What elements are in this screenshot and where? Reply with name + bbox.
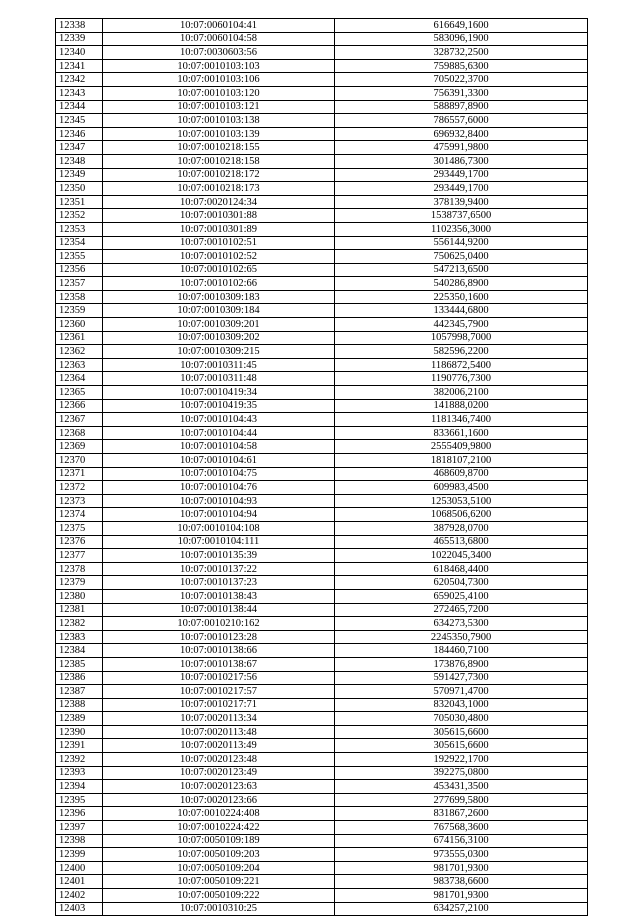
- row-number-cell: 12395: [56, 793, 103, 807]
- table-row: [56, 100, 588, 114]
- row-number-cell: 12400: [56, 861, 103, 875]
- table-row: [56, 739, 588, 753]
- cadastral-number-cell: 10:07:0010102:66: [103, 277, 335, 291]
- value-cell: 184460,7100: [335, 644, 588, 658]
- table-row: [56, 671, 588, 685]
- value-cell: 981701,9300: [335, 889, 588, 903]
- table-row: [56, 209, 588, 223]
- table-row: [56, 644, 588, 658]
- row-number-cell: 12379: [56, 576, 103, 590]
- value-cell: 2555409,9800: [335, 440, 588, 454]
- row-number-cell: 12355: [56, 250, 103, 264]
- row-number-cell: 12377: [56, 549, 103, 563]
- row-number-cell: 12342: [56, 73, 103, 87]
- row-number-cell: 12368: [56, 426, 103, 440]
- value-cell: 1538737,6500: [335, 209, 588, 223]
- value-cell: 674156,3100: [335, 834, 588, 848]
- table-row: [56, 19, 588, 33]
- table-row: [56, 821, 588, 835]
- table-row: [56, 780, 588, 794]
- value-cell: 141888,0200: [335, 399, 588, 413]
- value-cell: 570971,4700: [335, 685, 588, 699]
- row-number-cell: 12367: [56, 413, 103, 427]
- table-row: [56, 290, 588, 304]
- row-number-cell: 12394: [56, 780, 103, 794]
- row-number-cell: 12343: [56, 86, 103, 100]
- value-cell: 277699,5800: [335, 793, 588, 807]
- row-number-cell: 12345: [56, 114, 103, 128]
- value-cell: 705030,4800: [335, 712, 588, 726]
- table-row: [56, 712, 588, 726]
- row-number-cell: 12402: [56, 889, 103, 903]
- cadastral-number-cell: 10:07:0010138:67: [103, 657, 335, 671]
- table-row: [56, 657, 588, 671]
- row-number-cell: 12389: [56, 712, 103, 726]
- table-row: [56, 345, 588, 359]
- table-row: [56, 617, 588, 631]
- table-row: [56, 331, 588, 345]
- table-row: [56, 834, 588, 848]
- table-row: [56, 426, 588, 440]
- table-row: [56, 875, 588, 889]
- row-number-cell: 12386: [56, 671, 103, 685]
- row-number-cell: 12369: [56, 440, 103, 454]
- table-row: [56, 386, 588, 400]
- table-row: [56, 358, 588, 372]
- table-row: [56, 182, 588, 196]
- cadastral-number-cell: 10:07:0010311:45: [103, 358, 335, 372]
- row-number-cell: 12338: [56, 19, 103, 33]
- cadastral-number-cell: 10:07:0010311:48: [103, 372, 335, 386]
- table-row: [56, 603, 588, 617]
- value-cell: 786557,6000: [335, 114, 588, 128]
- cadastral-number-cell: 10:07:0010217:57: [103, 685, 335, 699]
- row-number-cell: 12399: [56, 848, 103, 862]
- row-number-cell: 12401: [56, 875, 103, 889]
- value-cell: 475991,9800: [335, 141, 588, 155]
- cadastral-number-cell: 10:07:0020123:49: [103, 766, 335, 780]
- cadastral-number-cell: 10:07:0050109:189: [103, 834, 335, 848]
- value-cell: 618468,4400: [335, 562, 588, 576]
- value-cell: 759885,6300: [335, 59, 588, 73]
- value-cell: 387928,0700: [335, 521, 588, 535]
- row-number-cell: 12361: [56, 331, 103, 345]
- row-number-cell: 12370: [56, 454, 103, 468]
- value-cell: 831867,2600: [335, 807, 588, 821]
- cadastral-number-cell: 10:07:0010104:58: [103, 440, 335, 454]
- cadastral-number-cell: 10:07:0060104:41: [103, 19, 335, 33]
- row-number-cell: 12341: [56, 59, 103, 73]
- cadastral-number-cell: 10:07:0010224:408: [103, 807, 335, 821]
- row-number-cell: 12360: [56, 318, 103, 332]
- cadastral-number-cell: 10:07:0020123:66: [103, 793, 335, 807]
- table-row: [56, 141, 588, 155]
- table-row: [56, 318, 588, 332]
- table-row: [56, 46, 588, 60]
- cadastral-number-cell: 10:07:0010309:184: [103, 304, 335, 318]
- value-cell: 293449,1700: [335, 182, 588, 196]
- cadastral-number-cell: 10:07:0010103:121: [103, 100, 335, 114]
- data-table: [55, 18, 588, 916]
- table-row: [56, 250, 588, 264]
- row-number-cell: 12375: [56, 521, 103, 535]
- value-cell: 1253053,5100: [335, 494, 588, 508]
- row-number-cell: 12385: [56, 657, 103, 671]
- cadastral-number-cell: 10:07:0010102:65: [103, 263, 335, 277]
- table-row: [56, 508, 588, 522]
- row-number-cell: 12353: [56, 222, 103, 236]
- table-row: [56, 127, 588, 141]
- row-number-cell: 12350: [56, 182, 103, 196]
- table-row: [56, 277, 588, 291]
- cadastral-number-cell: 10:07:0010104:93: [103, 494, 335, 508]
- table-row: [56, 685, 588, 699]
- table-row: [56, 494, 588, 508]
- value-cell: 833661,1600: [335, 426, 588, 440]
- value-cell: 272465,7200: [335, 603, 588, 617]
- table-row: [56, 861, 588, 875]
- cadastral-number-cell: 10:07:0010104:61: [103, 454, 335, 468]
- cadastral-number-cell: 10:07:0010104:111: [103, 535, 335, 549]
- value-cell: 556144,9200: [335, 236, 588, 250]
- cadastral-number-cell: 10:07:0050109:221: [103, 875, 335, 889]
- row-number-cell: 12358: [56, 290, 103, 304]
- cadastral-number-cell: 10:07:0010210:162: [103, 617, 335, 631]
- cadastral-number-cell: 10:07:0010102:52: [103, 250, 335, 264]
- cadastral-number-cell: 10:07:0010217:56: [103, 671, 335, 685]
- value-cell: 540286,8900: [335, 277, 588, 291]
- value-cell: 547213,6500: [335, 263, 588, 277]
- row-number-cell: 12344: [56, 100, 103, 114]
- table-row: [56, 399, 588, 413]
- value-cell: 1186872,5400: [335, 358, 588, 372]
- row-number-cell: 12374: [56, 508, 103, 522]
- value-cell: 442345,7900: [335, 318, 588, 332]
- cadastral-number-cell: 10:07:0010309:202: [103, 331, 335, 345]
- value-cell: 378139,9400: [335, 195, 588, 209]
- value-cell: 173876,8900: [335, 657, 588, 671]
- cadastral-number-cell: 10:07:0010138:44: [103, 603, 335, 617]
- cadastral-number-cell: 10:07:0050109:222: [103, 889, 335, 903]
- cadastral-number-cell: 10:07:0020113:49: [103, 739, 335, 753]
- value-cell: 453431,3500: [335, 780, 588, 794]
- row-number-cell: 12378: [56, 562, 103, 576]
- table-row: [56, 793, 588, 807]
- row-number-cell: 12364: [56, 372, 103, 386]
- cadastral-number-cell: 10:07:0010104:76: [103, 481, 335, 495]
- value-cell: 620504,7300: [335, 576, 588, 590]
- row-number-cell: 12384: [56, 644, 103, 658]
- table-row: [56, 454, 588, 468]
- value-cell: 192922,1700: [335, 753, 588, 767]
- value-cell: 1022045,3400: [335, 549, 588, 563]
- table-row: [56, 630, 588, 644]
- value-cell: 583096,1900: [335, 32, 588, 46]
- table-row: [56, 848, 588, 862]
- value-cell: 305615,6600: [335, 739, 588, 753]
- value-cell: 465513,6800: [335, 535, 588, 549]
- value-cell: 973555,0300: [335, 848, 588, 862]
- cadastral-number-cell: 10:07:0010103:103: [103, 59, 335, 73]
- table-row: [56, 467, 588, 481]
- table-row: [56, 195, 588, 209]
- table-row: [56, 413, 588, 427]
- value-cell: 1068506,6200: [335, 508, 588, 522]
- row-number-cell: 12380: [56, 589, 103, 603]
- row-number-cell: 12352: [56, 209, 103, 223]
- cadastral-number-cell: 10:07:0010103:106: [103, 73, 335, 87]
- value-cell: 588897,8900: [335, 100, 588, 114]
- cadastral-number-cell: 10:07:0010301:88: [103, 209, 335, 223]
- row-number-cell: 12387: [56, 685, 103, 699]
- table-row: [56, 521, 588, 535]
- cadastral-number-cell: 10:07:0010301:89: [103, 222, 335, 236]
- value-cell: 756391,3300: [335, 86, 588, 100]
- value-cell: 591427,7300: [335, 671, 588, 685]
- value-cell: 659025,4100: [335, 589, 588, 603]
- cadastral-number-cell: 10:07:0010137:22: [103, 562, 335, 576]
- value-cell: 767568,3600: [335, 821, 588, 835]
- cadastral-number-cell: 10:07:0010309:201: [103, 318, 335, 332]
- value-cell: 634257,2100: [335, 902, 588, 916]
- row-number-cell: 12357: [56, 277, 103, 291]
- cadastral-number-cell: 10:07:0010137:23: [103, 576, 335, 590]
- table-row: [56, 154, 588, 168]
- cadastral-number-cell: 10:07:0010135:39: [103, 549, 335, 563]
- cadastral-number-cell: 10:07:0010103:138: [103, 114, 335, 128]
- cadastral-number-cell: 10:07:0010103:139: [103, 127, 335, 141]
- table-body: [56, 19, 588, 916]
- value-cell: 981701,9300: [335, 861, 588, 875]
- cadastral-number-cell: 10:07:0020123:63: [103, 780, 335, 794]
- cadastral-number-cell: 10:07:0010138:66: [103, 644, 335, 658]
- cadastral-number-cell: 10:07:0010138:43: [103, 589, 335, 603]
- cadastral-number-cell: 10:07:0010218:173: [103, 182, 335, 196]
- table-row: [56, 372, 588, 386]
- row-number-cell: 12376: [56, 535, 103, 549]
- cadastral-number-cell: 10:07:0010102:51: [103, 236, 335, 250]
- cadastral-number-cell: 10:07:0010103:120: [103, 86, 335, 100]
- table-row: [56, 562, 588, 576]
- cadastral-number-cell: 10:07:0010309:215: [103, 345, 335, 359]
- row-number-cell: 12393: [56, 766, 103, 780]
- row-number-cell: 12365: [56, 386, 103, 400]
- row-number-cell: 12398: [56, 834, 103, 848]
- cadastral-number-cell: 10:07:0010310:25: [103, 902, 335, 916]
- row-number-cell: 12348: [56, 154, 103, 168]
- row-number-cell: 12362: [56, 345, 103, 359]
- value-cell: 1818107,2100: [335, 454, 588, 468]
- row-number-cell: 12392: [56, 753, 103, 767]
- table-row: [56, 698, 588, 712]
- row-number-cell: 12340: [56, 46, 103, 60]
- table-row: [56, 576, 588, 590]
- table-row: [56, 725, 588, 739]
- table-row: [56, 263, 588, 277]
- cadastral-number-cell: 10:07:0060104:58: [103, 32, 335, 46]
- table-row: [56, 59, 588, 73]
- value-cell: 225350,1600: [335, 290, 588, 304]
- cadastral-number-cell: 10:07:0010309:183: [103, 290, 335, 304]
- cadastral-number-cell: 10:07:0010104:75: [103, 467, 335, 481]
- value-cell: 1190776,7300: [335, 372, 588, 386]
- value-cell: 305615,6600: [335, 725, 588, 739]
- table-row: [56, 889, 588, 903]
- row-number-cell: 12382: [56, 617, 103, 631]
- cadastral-number-cell: 10:07:0010104:108: [103, 521, 335, 535]
- value-cell: 1057998,7000: [335, 331, 588, 345]
- cadastral-number-cell: 10:07:0020123:48: [103, 753, 335, 767]
- value-cell: 382006,2100: [335, 386, 588, 400]
- row-number-cell: 12381: [56, 603, 103, 617]
- value-cell: 1181346,7400: [335, 413, 588, 427]
- table-row: [56, 807, 588, 821]
- value-cell: 750625,0400: [335, 250, 588, 264]
- row-number-cell: 12403: [56, 902, 103, 916]
- cadastral-number-cell: 10:07:0020113:48: [103, 725, 335, 739]
- row-number-cell: 12349: [56, 168, 103, 182]
- cadastral-number-cell: 10:07:0010218:172: [103, 168, 335, 182]
- row-number-cell: 12383: [56, 630, 103, 644]
- table-row: [56, 549, 588, 563]
- value-cell: 301486,7300: [335, 154, 588, 168]
- cadastral-number-cell: 10:07:0010217:71: [103, 698, 335, 712]
- table-row: [56, 168, 588, 182]
- row-number-cell: 12347: [56, 141, 103, 155]
- value-cell: 328732,2500: [335, 46, 588, 60]
- row-number-cell: 12390: [56, 725, 103, 739]
- cadastral-number-cell: 10:07:0010224:422: [103, 821, 335, 835]
- value-cell: 133444,6800: [335, 304, 588, 318]
- row-number-cell: 12359: [56, 304, 103, 318]
- row-number-cell: 12372: [56, 481, 103, 495]
- value-cell: 1102356,3000: [335, 222, 588, 236]
- value-cell: 392275,0800: [335, 766, 588, 780]
- cadastral-number-cell: 10:07:0050109:203: [103, 848, 335, 862]
- cadastral-number-cell: 10:07:0010218:155: [103, 141, 335, 155]
- row-number-cell: 12371: [56, 467, 103, 481]
- cadastral-number-cell: 10:07:0050109:204: [103, 861, 335, 875]
- table-row: [56, 535, 588, 549]
- row-number-cell: 12363: [56, 358, 103, 372]
- value-cell: 2245350,7900: [335, 630, 588, 644]
- cadastral-number-cell: 10:07:0010419:34: [103, 386, 335, 400]
- table-row: [56, 86, 588, 100]
- value-cell: 582596,2200: [335, 345, 588, 359]
- value-cell: 983738,6600: [335, 875, 588, 889]
- table-row: [56, 589, 588, 603]
- cadastral-number-cell: 10:07:0020124:34: [103, 195, 335, 209]
- cadastral-number-cell: 10:07:0010218:158: [103, 154, 335, 168]
- value-cell: 293449,1700: [335, 168, 588, 182]
- table-row: [56, 902, 588, 916]
- table-row: [56, 114, 588, 128]
- value-cell: 609983,4500: [335, 481, 588, 495]
- row-number-cell: 12351: [56, 195, 103, 209]
- value-cell: 468609,8700: [335, 467, 588, 481]
- table-row: [56, 236, 588, 250]
- value-cell: 634273,5300: [335, 617, 588, 631]
- cadastral-number-cell: 10:07:0030603:56: [103, 46, 335, 60]
- cadastral-number-cell: 10:07:0010104:43: [103, 413, 335, 427]
- cadastral-number-cell: 10:07:0010104:94: [103, 508, 335, 522]
- value-cell: 696932,8400: [335, 127, 588, 141]
- table-row: [56, 753, 588, 767]
- row-number-cell: 12373: [56, 494, 103, 508]
- value-cell: 705022,3700: [335, 73, 588, 87]
- cadastral-number-cell: 10:07:0010419:35: [103, 399, 335, 413]
- row-number-cell: 12366: [56, 399, 103, 413]
- cadastral-number-cell: 10:07:0010104:44: [103, 426, 335, 440]
- table-row: [56, 222, 588, 236]
- row-number-cell: 12354: [56, 236, 103, 250]
- row-number-cell: 12388: [56, 698, 103, 712]
- table-row: [56, 440, 588, 454]
- row-number-cell: 12391: [56, 739, 103, 753]
- table-row: [56, 32, 588, 46]
- table-row: [56, 481, 588, 495]
- value-cell: 832043,1000: [335, 698, 588, 712]
- cadastral-number-cell: 10:07:0020113:34: [103, 712, 335, 726]
- row-number-cell: 12339: [56, 32, 103, 46]
- row-number-cell: 12356: [56, 263, 103, 277]
- row-number-cell: 12346: [56, 127, 103, 141]
- row-number-cell: 12396: [56, 807, 103, 821]
- value-cell: 616649,1600: [335, 19, 588, 33]
- cadastral-number-cell: 10:07:0010123:28: [103, 630, 335, 644]
- table-row: [56, 304, 588, 318]
- row-number-cell: 12397: [56, 821, 103, 835]
- table-row: [56, 766, 588, 780]
- table-row: [56, 73, 588, 87]
